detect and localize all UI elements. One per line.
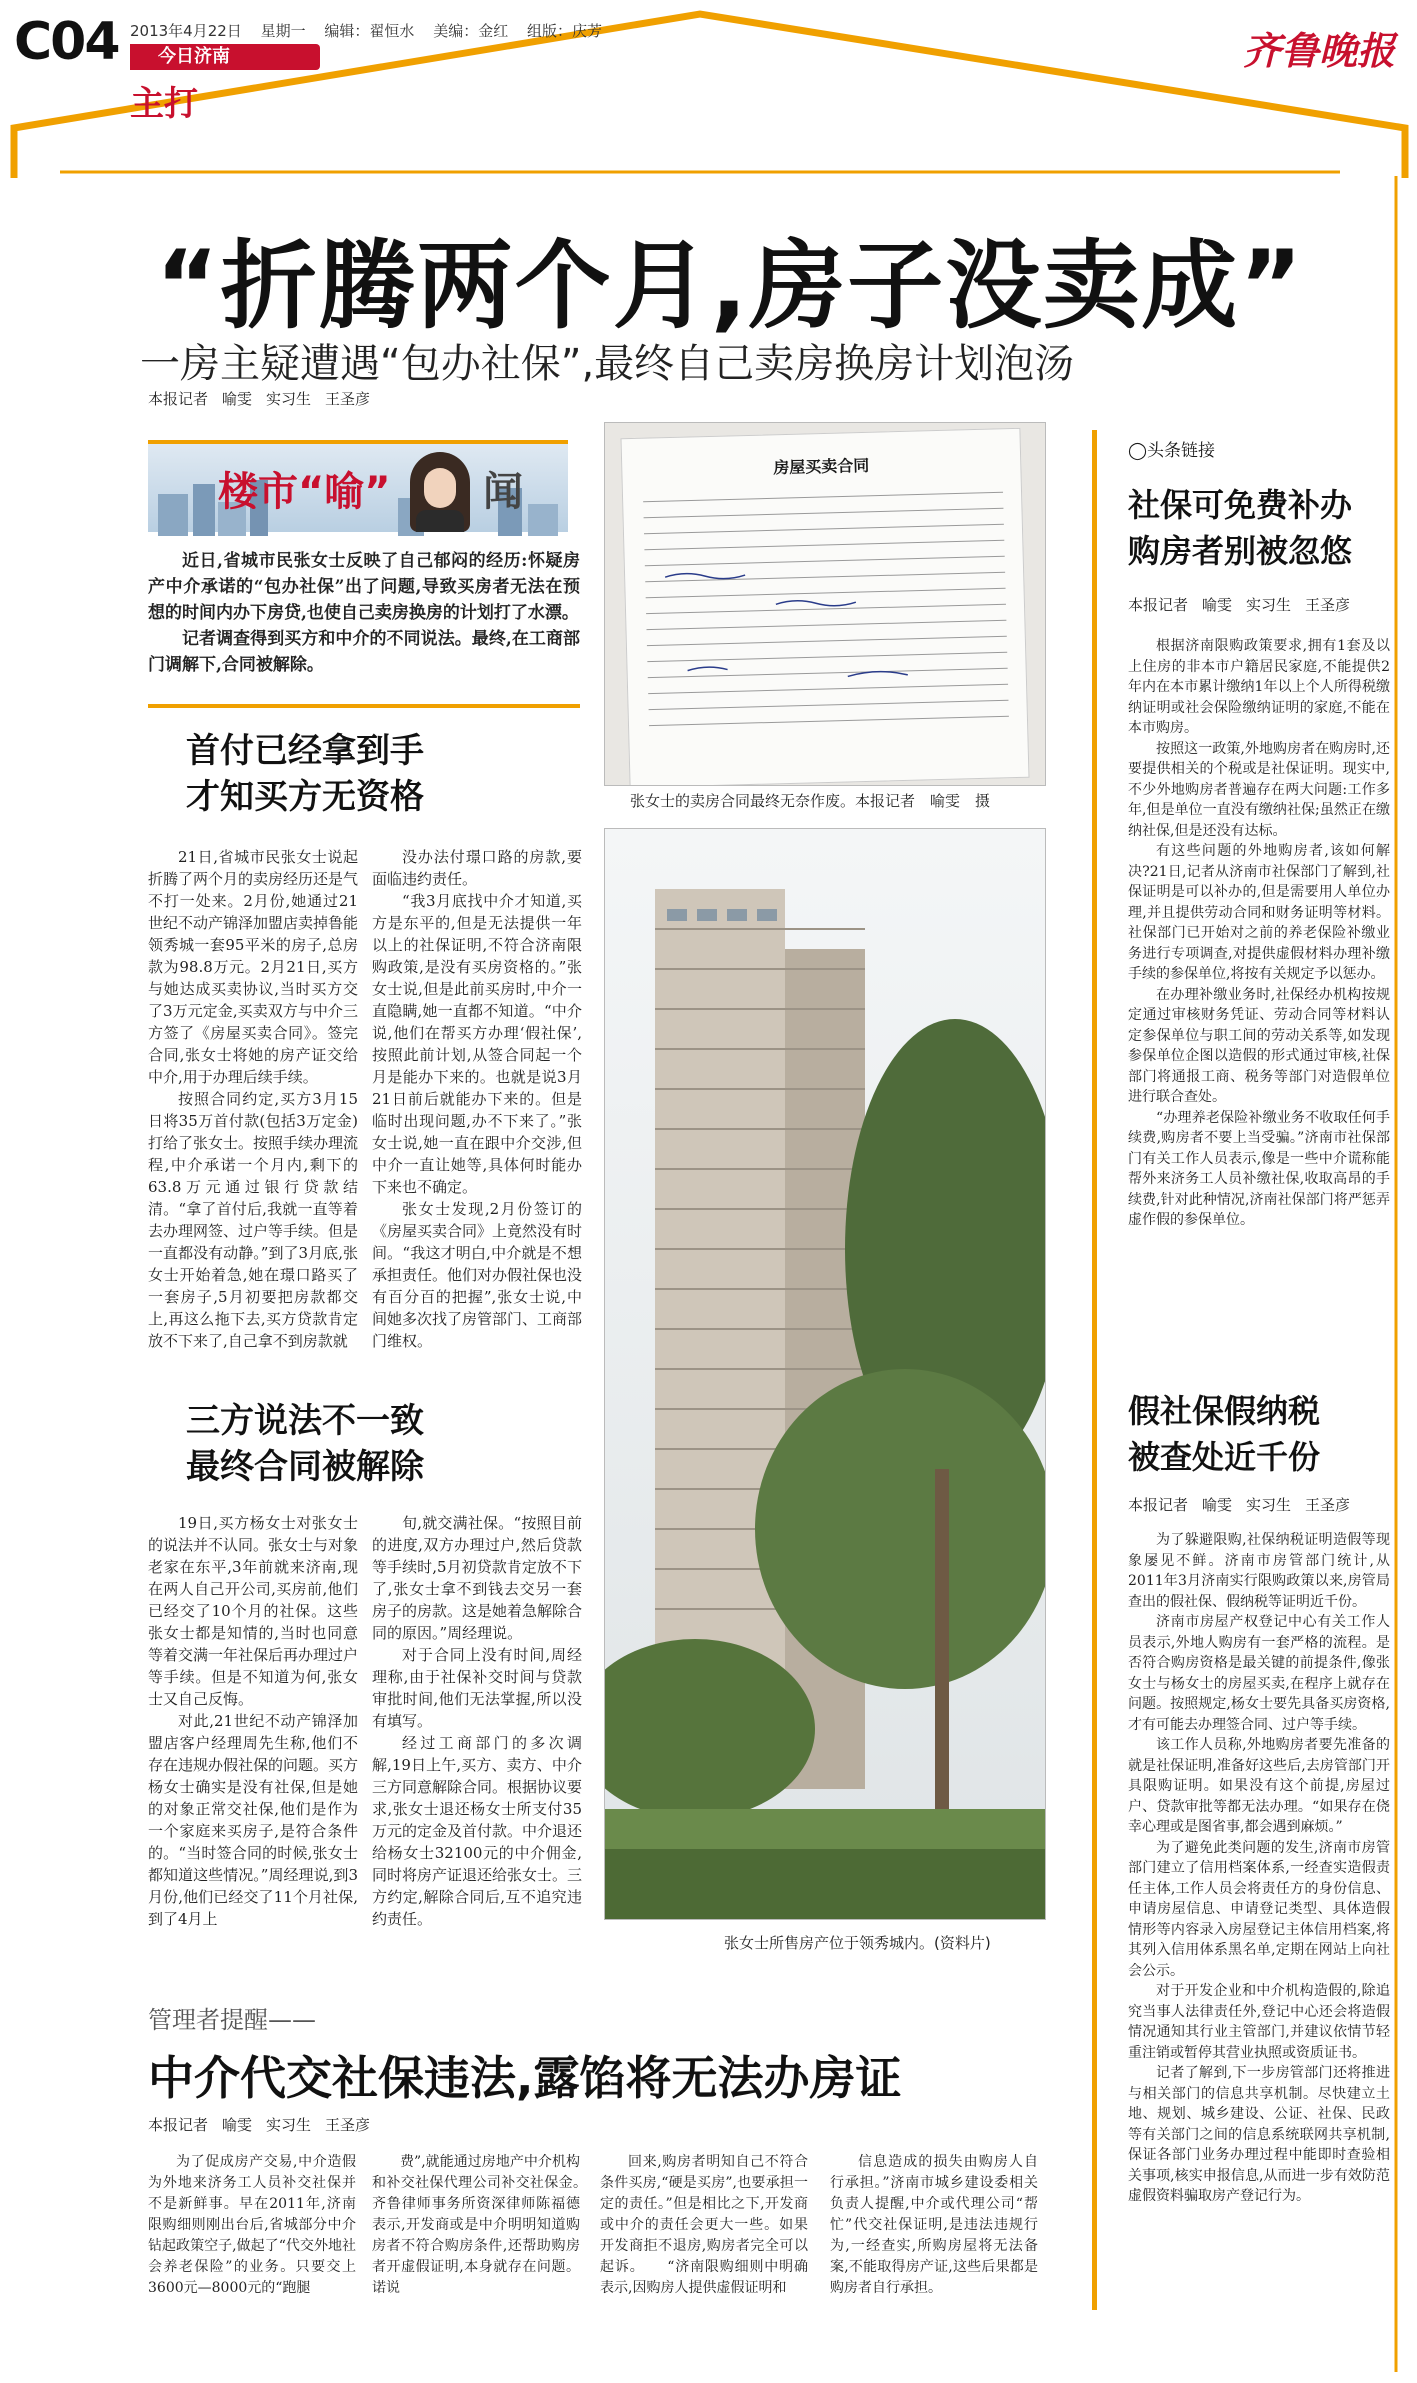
- manager-tip-title: 中介代交社保违法,露馅将无法办房证: [148, 2051, 902, 2105]
- section2-column-1: 19日,买方杨女士对张女士的说法并不认同。张女士与对象老家在东平,3年前就来济南,现在两人自己开公司,买房前,他们已经交了10个月的社保。这些张女士都是知情的,当时也同意等着交满一年社保后再办理过户等手续。但是不知道为何,张女士又自己反悔。 对此,21世纪不动产锦泽加盟店客户经理周先生称,他们不存在违规办假社保的问题。买方杨女士确实是没有社保,但是她的对象正常交社保,他们是作为一个家庭来买房子,是符合条件的。“当时签合同的时候,张女士都知道这些情况。”周经理说,到3月份,他们已经交了11个月社保,到了4月上: [148, 1514, 359, 1928]
- issue-meta: [130, 20, 616, 41]
- issue-date: 2013年4月22日: [130, 22, 242, 40]
- art-editor-credit: 美编：金红: [433, 22, 509, 40]
- manager-tip-kicker: 管理者提醒——: [148, 2006, 316, 2034]
- sidebar-article1-title: 社保可免费补办 购房者别被忽悠: [1128, 486, 1353, 570]
- manager-tip-col-1: 为了促成房产交易,中介造假为外地来济务工人员补交社保并不是新鲜事。早在2011年,济南限购细则刚出台后,省城部分中介钻起政策空子,做起了“代交外地社会养老保险”的业务。只要交上3600元—8000元的“跑腿: [148, 2154, 356, 2296]
- brand-logo: 齐鲁晚报: [1242, 28, 1395, 73]
- building-photo-caption: 张女士所售房产位于领秀城内。(资料片): [724, 1934, 991, 1952]
- contract-photo-caption: 张女士的卖房合同最终无奈作废。本报记者 喻雯 摄: [630, 792, 991, 810]
- section1-column-1: 21日,省城市民张女士说起折腾了两个月的卖房经历还是气不打一处来。2月份,她通过21世纪不动产锦泽加盟店卖掉鲁能领秀城一套95平米的房子,总房款为98.8万元。2月21日,买方与她达成买卖协议,当时买方交了3万元定金,买卖双方与中介三方签了《房屋买卖合同》。签完合同,张女士将她的房产证交给中介,用于办理后续手续。 按照合同约定,买方3月15日将35万首付款(包括3万定金)打给了张女士。按照手续办理流程,中介承诺一个月内,剩下的63.8万元通过银行贷款结清。“拿了首付后,我就一直等着去办理网签、过户等手续。但是一直都没有动静。”到了3月底,张女士开始着急,她在璟口路买了一套房子,5月初要把房款都交上,再这么拖下去,买方贷款肯定放不下来了,自己拿不到房款就: [148, 848, 359, 1350]
- subheadline: 一房主疑遭遇“包办社保”,最终自己卖房换房计划泡汤: [140, 341, 1075, 387]
- section2-column-2: 旬,就交满社保。“按照目前的进度,双方办理过户,然后贷款等手续时,5月初贷款肯定放不下了,张女士拿不到钱去交另一套房子的房款。这是她着急解除合同的原因。”周经理说。 对于合同上没有时间,周经理称,由于社保补交时间与贷款审批时间,他们无法掌握,所以没有填写。 经过工商部门的多次调解,19日上午,买方、卖方、中介三方同意解除合同。根据协议要求,张女士退还杨女士所支付35万元的定金及首付款。中介退还给杨女士32100元的中介佣金,同时将房产证退还给张女士。三方约定,解除合同后,互不追究违约责任。: [372, 1514, 583, 1928]
- manager-tip-col-2: 费”,就能通过房地产中介机构和补交社保代理公司补交社保金。 齐鲁律师事务所资深律师陈福德表示,开发商或是中介明明知道购房者不符合购房条件,还帮助购房者开虚假证明,本身就存在问题。诺说: [372, 2154, 608, 2296]
- reporter-avatar: [410, 452, 470, 532]
- chimney-gap: [1340, 140, 1400, 176]
- manager-tip-col-4: 信息造成的损失由购房人自行承担。”济南市城乡建设委相关负责人提醒,中介或代理公司“帮忙”代交社保证明,是违法违规行为,一经查实,所购房屋将无法备案,不能取得房产证,这些后果都是购房者自行承担。: [830, 2154, 1038, 2296]
- intro-text: 近日,省城市民张女士反映了自己郁闷的经历:怀疑房产中介承诺的“包办社保”出了问题,导致买房者无法在预想的时间内办下房贷,也使自己卖房换房的计划打了水漂。 记者调查得到买方和中介的不同说法。最终,在工商部门调解下,合同被解除。: [148, 551, 580, 675]
- main-byline: 本报记者 喻雯 实习生 王圣彦: [148, 390, 371, 408]
- section1-column-2: 没办法付璟口路的房款,要面临违约责任。 “我3月底找中介才知道,买方是东平的,但是无法提供一年以上的社保证明,不符合济南限购政策,是没有买房资格的。”张女士说,但是此前买房时,中介一直隐瞒,她一直都不知道。“中介说,他们在帮买方办理‘假社保’,按照此前计划,从签合同起一个月是能办下来的。也就是说3月21日前后就能办下来的。但是临时出现问题,办不下来了。”张女士说,她一直在跟中介交涉,但中介一直让她等,具体何时能办下来也不确定。 张女士发现,2月份签订的《房屋买卖合同》上竟然没有时间。“我这才明白,中介就是不想承担责任。他们对办假社保也没有百分百的把握”,张女士说,中间她多次找了房管部门、工商部门维权。: [372, 848, 583, 1350]
- sidebar-tag: ◯头条链接: [1128, 441, 1216, 461]
- issue-weekday: 星期一: [260, 22, 306, 40]
- section2-title: 三方说法不一致 最终合同被解除: [186, 1401, 424, 1487]
- sidebar-article1-byline: 本报记者 喻雯 实习生 王圣彦: [1128, 596, 1351, 614]
- sidebar-article2-title: 假社保假纳税 被查处近千份: [1128, 1392, 1321, 1476]
- manager-tip-byline: 本报记者 喻雯 实习生 王圣彦: [148, 2116, 371, 2134]
- page-number: C04: [14, 12, 119, 72]
- column-logo-title: 楼市“喻”: [218, 469, 391, 515]
- sidebar-article2-body: 为了躲避限购,社保纳税证明造假等现象屡见不鲜。济南市房管部门统计,从2011年3月济南实行限购政策以来,房管局查出的假社保、假纳税等证明近千份。 济南市房屋产权登记中心有关工作人员表示,外地人购房有一套严格的流程。是否符合购房资格是最关键的前提条件,像张女士与杨女士的房屋买卖,在程序上就存在问题。按照规定,杨女士要先具备买房资格,才有可能去办理签合同、过户等手续。 该工作人员称,外地购房者要先准备的就是社保证明,准备好这些后,去房管部门开具限购证明。如果没有这个前提,房屋过户、贷款审批等都无法办理。“如果存在侥幸心理或是图省事,都会遇到麻烦。” 为了避免此类问题的发生,济南市房管部门建立了信用档案体系,一经查实造假责任主体,工作人员会将责任方的身份信息、申请房屋信息、申请登记类型、具体造假情形等内容录入房屋登记主体信用档案,将其列入信用体系黑名单,定期在网站上向社会公示。 对于开发企业和中介机构造假的,除追究当事人法律责任外,登记中心还会将造假情况通知其行业主管部门,并建议依情节轻重注销或暂停其营业执照或资质证书。 记者了解到,下一步房管部门还将推进与相关部门的信息共享机制。尽快建立土地、规划、城乡建设、公证、社保、民政等有关部门之间的信息系统联网共享机制,保证各部门业务办理过程中能即时查验相关事项,核实申报信息,从而进一步有效防范虚假资料骗取房产登记行为。: [1128, 1532, 1390, 2204]
- editor-credit: 编辑：翟恒水: [324, 22, 415, 40]
- section-label: 今日济南: [130, 44, 320, 70]
- section1-title: 首付已经拿到手 才知买方无资格: [186, 731, 424, 817]
- intro-rule: [148, 704, 580, 708]
- column-label: 主打: [130, 84, 198, 124]
- circle-icon: ◯: [1128, 441, 1148, 461]
- contract-lines: [623, 472, 1031, 782]
- sidebar-article1-body: 根据济南限购政策要求,拥有1套及以上住房的非本市户籍居民家庭,不能提供2年内在本市累计缴纳1年以上个人所得税缴纳证明或社会保险缴纳证明的家庭,不能在本市购房。 按照这一政策,外地购房者在购房时,还要提供相关的个税或是社保证明。现实中,不少外地购房者普遍存在两大问题:工作多年,但是单位一直没有缴纳社保;虽然正在缴纳社保,但是还没有达标。 有这些问题的外地购房者,该如何解决?21日,记者从济南市社保部门了解到,社保证明是可以补办的,但是需要用人单位办理,并且提供劳动合同和财务证明等材料。社保部门已开始对之前的养老保险补缴业务进行专项调查,对提供虚假材料办理补缴手续的参保单位,将按有关规定予以惩办。 在办理补缴业务时,社保经办机构按规定通过审核财务凭证、劳动合同等材料认定参保单位与职工间的劳动关系等,如发现参保单位企图以造假的形式通过审核,社保部门将通报工商、税务等部门对造假单位进行联合查处。 “办理养老保险补缴业务不收取任何手续费,购房者不要上当受骗。”济南市社保部门有关工作人员表示,像是一些中介谎称能帮外来济务工人员补缴社保,收取高昂的手续费,针对此种情况,济南社保部门将严惩弄虚作假的参保单位。: [1128, 638, 1390, 1228]
- building-illustration: [605, 829, 1046, 1920]
- contract-photo: [604, 422, 1046, 786]
- layout-credit: 组版：庆芳: [526, 22, 602, 40]
- contract-document-title: 房屋买卖合同: [773, 455, 870, 478]
- building-photo: [604, 828, 1046, 1920]
- column-logo-suffix: 闻: [483, 469, 523, 515]
- sidebar-article2-byline: 本报记者 喻雯 实习生 王圣彦: [1128, 1496, 1351, 1514]
- column-logo: [148, 440, 568, 532]
- manager-tip-col-3: 回来,购房者明知自己不符合条件买房,“硬是买房”,也要承担一定的责任。”但是相比之下,开发商或中介的责任会更大一些。如果开发商拒不退房,购房者完全可以起诉。 “济南限购细则中明确表示,因购房人提供虚假证明和: [600, 2154, 808, 2296]
- headline: “折腾两个月,房子没卖成”: [155, 230, 1305, 342]
